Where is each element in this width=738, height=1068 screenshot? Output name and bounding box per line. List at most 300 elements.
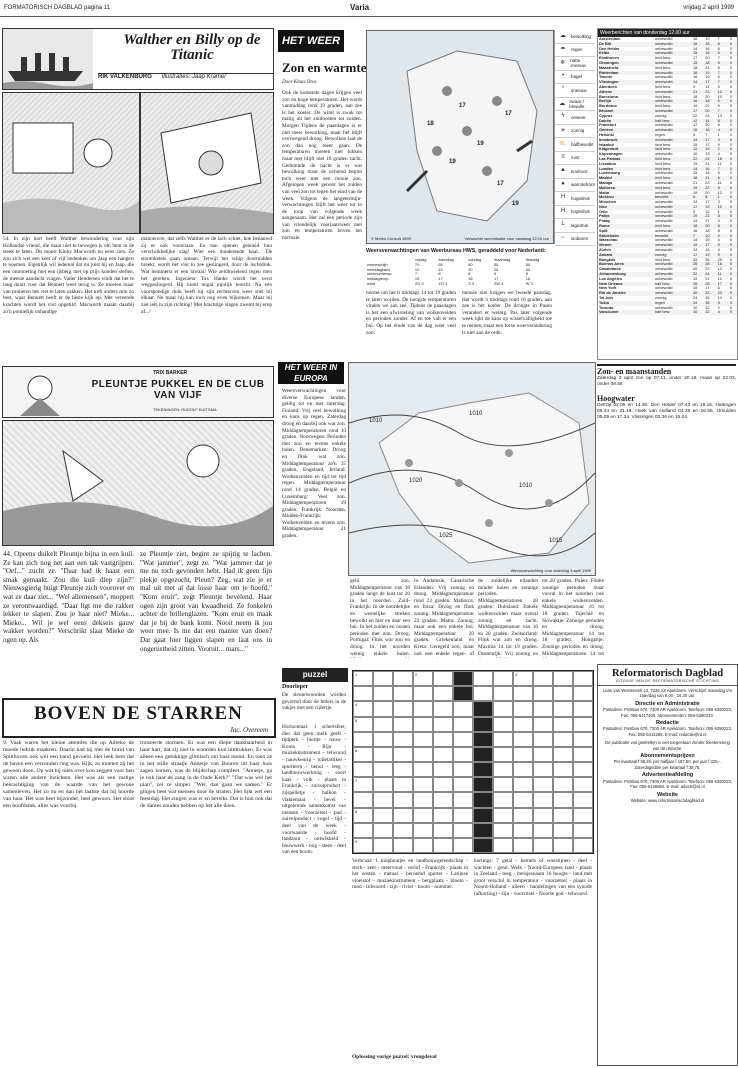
puzzle-cell[interactable] (553, 792, 573, 807)
puzzle-cell[interactable] (573, 792, 593, 807)
city-name: Vlissingen (599, 79, 619, 85)
puzzle-cell[interactable] (373, 823, 393, 838)
puzzle-cell[interactable] (493, 823, 513, 838)
puzzle-cell[interactable] (453, 808, 473, 823)
puzzle-cell[interactable] (573, 686, 593, 701)
city-name: New Orleans (599, 280, 623, 286)
city-weather-cell: 12 (705, 309, 710, 315)
city-weather-cell: 0 (729, 103, 733, 109)
city-weather-cell: 12 (717, 189, 722, 195)
puzzle-cell[interactable] (493, 717, 513, 732)
puzzle-cell[interactable] (493, 762, 513, 777)
puzzle-cell[interactable] (513, 686, 533, 701)
pukkel-header (2, 366, 274, 418)
puzzle-cell[interactable] (553, 701, 573, 716)
puzzle-cell[interactable] (553, 732, 573, 747)
puzzle-cell[interactable] (373, 792, 393, 807)
forecast-row: middagtemp. 19 17 16 17 16 (367, 276, 531, 282)
city-weather-cell: 7 (717, 165, 720, 171)
city-weather-cell: 6 (717, 285, 720, 291)
puzzle-cell-number: 3 (515, 672, 518, 677)
city-name: Toronto (599, 304, 614, 310)
puzzle-cell[interactable] (373, 762, 393, 777)
city-weather-cell: 0 (729, 189, 733, 195)
puzzle-cell[interactable] (433, 792, 453, 807)
city-weather-cell: 16 (705, 165, 710, 171)
city-weather-cell: 11 (717, 271, 722, 277)
city-weather-cell: 8 (717, 223, 720, 229)
puzzle-cell[interactable] (353, 717, 373, 732)
billy-illus-credit: Illustraties: Jaap Kramer (161, 74, 227, 80)
city-weather-cell: 0 (729, 203, 733, 209)
city-weather-cell: 12 (705, 208, 710, 214)
city-weather-cell: onbewolkt (655, 69, 673, 75)
puzzle-cell[interactable] (493, 732, 513, 747)
city-weather-cell: 10 (717, 203, 722, 209)
city-weather-cell: bewolkt (655, 232, 669, 238)
puzzle-cell[interactable] (553, 777, 573, 792)
weather-legend (554, 30, 595, 244)
puzzle-cell[interactable] (473, 717, 493, 732)
puzzle-cell[interactable] (553, 671, 573, 686)
puzzle-cell[interactable] (353, 808, 373, 823)
city-name: Eindhoven (599, 55, 619, 61)
city-weather-cell: onbewolkt (655, 237, 673, 243)
legend-item: * sneeuw (555, 84, 595, 98)
puzzle-cell[interactable] (433, 717, 453, 732)
puzzle-cell[interactable] (473, 686, 493, 701)
weather-logo: HET WEER (278, 30, 344, 52)
city-weather-cell: 7 (717, 107, 720, 113)
puzzle-cell[interactable] (473, 747, 493, 762)
city-name: De Bilt (599, 40, 612, 46)
puzzle-cell[interactable] (533, 686, 553, 701)
cloud-icon: ☁ (560, 33, 566, 40)
puzzle-cell[interactable] (453, 762, 473, 777)
puzzle-cell[interactable] (453, 701, 473, 716)
puzzle-cell[interactable] (373, 838, 393, 853)
puzzle-cell[interactable] (553, 762, 573, 777)
isobar-icon: ~ (561, 234, 565, 241)
city-name: München (599, 199, 617, 205)
high-pressure-icon: H (560, 207, 566, 214)
puzzle-cell[interactable] (393, 762, 413, 777)
puzzle-cell[interactable] (573, 717, 593, 732)
city-weather-cell: 0 (729, 83, 733, 89)
city-weather-cell: 16 (705, 247, 710, 253)
puzzle-cell-number: 6 (355, 747, 358, 753)
puzzle-cell[interactable] (393, 686, 413, 701)
puzzle-cell[interactable] (393, 823, 413, 838)
colophon-subtitle: UITGAVE VAN DE REFORMATORISCHE STICHTING (598, 679, 737, 686)
weather-text: Ook de komende dagen krijgen veel zon en hoge temperaturen. Het wordt vanmiddag rond 19 graden, aan zee is het koeler. De wind is zwak tot matig uit het zuidoosten tot zuiden. Morgen Tijdens de paasdagen is er niet meer bewolking, maar het blijft overwegend droog. Bewolken laat de zon dan nog meer gaan. De temperaturen moeten niet lukken maar met blijft met 16 graden zacht. Gedurende de nacht is er wat bewolking maar de ochtend begint toch weer met een mooie zon. Afgelopen week genoot het zuiden van veel zon tot tegen het eind van de week. Volgens de langetermijn-verwachtingen blijft het weer tot in de loop van volgende week aangenaam. Het zal een periode zijn van vriendelijk voorjaarsweer met zon en temperaturen boven het normale. (282, 90, 362, 242)
city-name: Madrid (599, 175, 612, 181)
city-weather-cell: 5 (717, 83, 720, 89)
puzzle-cell[interactable] (353, 686, 373, 701)
city-weather-cell: 17 (692, 251, 698, 257)
city-weather-cell: 3 (729, 299, 733, 305)
legend-item: • hagel (555, 71, 595, 85)
europe-weather-col3: in Andalusië, Canarische Eilanden: Vrij zonnig en droog. Middagtemperatuur rond 23 graden. Mallorca, en Ibiza: Droog en flink zonnig. Middagtemperatuur 22 graden. Malta: Zonnig, maar ook een enkele bui. Middagtemperatuur 20 graden. Griekenland en Kreta: Geregeld zon, maar ook een enkele regen- of (414, 578, 474, 657)
puzzle-cell[interactable] (413, 732, 433, 747)
puzzle-cell[interactable] (393, 808, 413, 823)
puzzle-cell[interactable] (513, 701, 533, 716)
puzzle-cell[interactable] (413, 823, 433, 838)
puzzle-cell[interactable] (353, 732, 373, 747)
puzzle-cell[interactable] (413, 838, 433, 853)
puzzle-cell[interactable] (553, 808, 573, 823)
puzzle-cell[interactable] (393, 747, 413, 762)
puzzle-cell[interactable] (493, 792, 513, 807)
puzzle-cell[interactable] (393, 777, 413, 792)
puzzle-cell[interactable] (533, 762, 553, 777)
puzzle-cell[interactable] (513, 717, 533, 732)
colophon-text: Postadres: Postbus 670, 7300 AR Apeldoorn. Telefoon: 055-5390222, Fax: 055-5412288. E-mail: redactie@rd.nl (602, 726, 733, 737)
city-weather-cell: 6 (717, 122, 720, 128)
puzzle-cell[interactable] (433, 686, 453, 701)
city-weather-cell: onbewolkt (655, 79, 673, 85)
city-weather-cell: licht bew. (655, 165, 672, 171)
city-weather-cell: 6 (717, 74, 720, 80)
warm-front-icon: ● (561, 180, 565, 187)
puzzle-cell[interactable] (513, 747, 533, 762)
city-weather-cell: 11 (717, 179, 722, 185)
city-weather-cell: 0 (729, 290, 733, 296)
puzzle-cell[interactable] (513, 792, 533, 807)
puzzle-cell[interactable] (453, 686, 473, 701)
city-name: Las Palmas (599, 155, 621, 161)
city-name: Lissabon (599, 160, 617, 166)
puzzle-cell[interactable] (373, 732, 393, 747)
starren-author: Jac. Overeem (229, 726, 268, 734)
city-weather-cell: 2 (717, 146, 720, 152)
puzzle-cell[interactable] (473, 777, 493, 792)
puzzle-cell[interactable] (433, 732, 453, 747)
puzzle-cell[interactable] (473, 838, 493, 853)
city-weather-cell: 14 (692, 237, 698, 243)
colophon-text: Website: www.reformatorischdagblad.nl (630, 797, 705, 803)
puzzle-cell[interactable] (373, 808, 393, 823)
puzzle-cell[interactable] (453, 792, 473, 807)
city-weather-cell: 12 (692, 146, 698, 152)
puzzle-cell[interactable] (553, 823, 573, 838)
map-temp: 19 (449, 159, 456, 165)
puzzle-cell[interactable] (433, 808, 453, 823)
city-weather-cell: 9 (717, 141, 720, 147)
city-weather-cell: 0 (729, 40, 733, 46)
puzzle-cell[interactable] (513, 777, 533, 792)
city-weather-cell: licht bew. (655, 93, 672, 99)
city-weather-cell: licht bew. (655, 141, 672, 147)
city-weather-cell: 20 (692, 266, 698, 272)
puzzle-cell[interactable] (353, 747, 373, 762)
city-weather-cell: 24 (705, 271, 710, 277)
city-weather-cell: 17 (705, 141, 710, 147)
puzzle-cell-number: 7 (355, 778, 358, 784)
puzzle-cell[interactable] (353, 792, 373, 807)
puzzle-cell[interactable] (433, 671, 453, 686)
puzzle-cell[interactable] (373, 686, 393, 701)
puzzle-cell[interactable] (533, 838, 553, 853)
city-weather-cell: 17 (705, 242, 710, 248)
sun-moon-panel (597, 364, 736, 439)
city-weather-cell: 7 (717, 69, 720, 75)
puzzle-cell[interactable] (513, 808, 533, 823)
puzzle-cell[interactable] (533, 717, 553, 732)
city-weather-cell: onbewolkt (655, 203, 673, 209)
puzzle-cell[interactable] (513, 838, 533, 853)
puzzle-cell[interactable] (413, 747, 433, 762)
city-name: Klagenfurt (599, 146, 619, 152)
puzzle-cell[interactable] (413, 808, 433, 823)
puzzle-cell[interactable] (473, 701, 493, 716)
pukkel-title: PLEUNTJE PUKKEL EN DE CLUB VAN VIJF (91, 379, 265, 401)
cold-front-icon: ▲ (560, 167, 566, 174)
city-weather-cell: onbewolkt (655, 45, 673, 51)
puzzle-cell[interactable] (473, 732, 493, 747)
city-weather-cell: 14 (692, 247, 698, 253)
puzzle-cell[interactable] (573, 823, 593, 838)
city-weather-cell: 19 (705, 36, 710, 41)
puzzle-cell[interactable] (413, 792, 433, 807)
colophon-text: Per kwartaal f 86,25, per halfjaar f 167,50, per jaar f 325,-. Zaterdageditie per kwartaal f 38,75. (613, 759, 722, 770)
puzzle-cell[interactable] (453, 777, 473, 792)
puzzle-cell[interactable] (353, 701, 373, 716)
city-name: Twente (599, 74, 613, 80)
puzzle-cell[interactable] (533, 823, 553, 838)
puzzle-cell[interactable] (573, 671, 593, 686)
puzzle-cell[interactable] (513, 762, 533, 777)
city-weather-cell: 0 (729, 285, 733, 291)
isobar-label: 1010 (369, 418, 383, 424)
puzzle-cell[interactable] (393, 732, 413, 747)
starren-text-col1: 9. Vaak waren het kleine attenties die op Adreko de moede indruk maakten. Daarin had hij met de bruid van Spitthoven ook wel een band gevoeld. Het leek hem dat de haven een verzonden ring was. Kijk, zo moeten zij het gewoon doen. Op wat hij niets over kon zeggen voor hen waren alle andere inzichten. Het was als een rustige bekrachtiging van de waarde van het gewone samenleven. Het zo nu en dan het laatste dat hij hoorde van haar. Het was heel bijzonder, heel gewoon. Het sloot een hoofdstuk, alles was voorbij. (3, 740, 134, 809)
puzzle-cell[interactable] (473, 762, 493, 777)
city-weather-cell: onbewolkt (655, 285, 673, 291)
europe-weather-logo: HET WEER IN EUROPA (278, 362, 344, 384)
puzzle-cell[interactable] (533, 732, 553, 747)
billy-title: Walther en Billy op de Titanic (123, 32, 261, 63)
puzzle-cell[interactable] (553, 747, 573, 762)
city-weather-cell: half bew. (655, 117, 671, 123)
puzzle-cell[interactable] (533, 747, 553, 762)
puzzle-cell[interactable] (413, 777, 433, 792)
puzzle-cell[interactable] (413, 762, 433, 777)
city-weather-cell: 4 (717, 247, 720, 253)
puzzle-cell[interactable] (393, 838, 413, 853)
puzzle-cell[interactable] (473, 823, 493, 838)
puzzle-cell[interactable] (513, 671, 533, 686)
puzzle-cell[interactable] (493, 777, 513, 792)
city-weather-cell: 6 (717, 45, 720, 51)
puzzle-cell-number: 9 (355, 838, 358, 844)
legend-item: ☀ zonnig (555, 125, 595, 139)
city-weather-cell: 30 (692, 290, 698, 296)
legend-item: H hogedruk (555, 192, 595, 206)
puzzle-cell[interactable] (513, 732, 533, 747)
colophon-section-title: Directie en Administratie (635, 700, 700, 707)
puzzle-cell[interactable] (353, 762, 373, 777)
puzzle-cell[interactable] (533, 792, 553, 807)
puzzle-cell[interactable] (393, 717, 413, 732)
city-name: Londen (599, 165, 614, 171)
puzzle-cell[interactable] (393, 671, 413, 686)
puzzle-cell[interactable] (513, 823, 533, 838)
city-weather-title: Weerberichten van donderdag 12.00 uur (598, 29, 737, 37)
puzzle-cell[interactable] (433, 747, 453, 762)
city-weather-cell: licht bew. (655, 223, 672, 229)
puzzle-cell[interactable] (493, 808, 513, 823)
city-weather-cell: 24 (705, 112, 710, 118)
city-weather-cell: 20 (705, 107, 710, 113)
city-weather-cell: 0 (729, 280, 733, 286)
puzzle-cell[interactable] (493, 747, 513, 762)
city-name: Parijs (599, 213, 610, 219)
legend-item: H hogedruk (555, 206, 595, 220)
city-weather-cell: 0 (729, 179, 733, 185)
puzzle-title: puzzel (282, 668, 348, 682)
puzzle-cell[interactable] (433, 838, 453, 853)
city-name: Kopenhagen (599, 151, 623, 157)
puzzle-cell[interactable] (553, 686, 573, 701)
city-weather-cell: 0 (729, 165, 733, 171)
puzzle-cell[interactable] (453, 732, 473, 747)
colophon-section-title: Redactie (656, 720, 679, 727)
city-weather-cell: 8 (717, 213, 720, 219)
tide-title: Hoogwater (597, 394, 635, 403)
city-weather-cell: 12 (717, 275, 722, 281)
puzzle-cell[interactable] (453, 838, 473, 853)
puzzle-cell[interactable] (553, 838, 573, 853)
puzzle-cell[interactable] (453, 717, 473, 732)
colophon-body (598, 686, 737, 805)
puzzle-cell[interactable] (393, 701, 413, 716)
forecast-row: wind ZO 3 ZO 3 Z 3 ZW 3 W 3 (367, 280, 533, 286)
city-name: Istanbul (599, 141, 614, 147)
puzzle-cell[interactable] (573, 747, 593, 762)
city-weather-cell: 18 (705, 98, 710, 104)
city-weather-cell: 24 (692, 295, 698, 301)
city-weather-cell: 19 (705, 251, 710, 257)
puzzle-cell[interactable] (413, 686, 433, 701)
city-weather-cell: bewolkt (655, 194, 669, 200)
header-date: vrijdag 2 april 1999 (683, 5, 734, 11)
city-weather-cell: 0 (729, 141, 733, 147)
puzzle-cell[interactable] (473, 671, 493, 686)
city-weather-cell: zonnig (655, 112, 667, 118)
city-weather-cell: 17 (692, 122, 698, 128)
city-weather-cell: 21 (705, 160, 710, 166)
puzzle-cell[interactable] (573, 701, 593, 716)
city-weather-cell: 9 (692, 83, 696, 89)
city-weather-cell: 3 (717, 218, 720, 224)
puzzle-cell[interactable] (413, 717, 433, 732)
city-weather-cell: half bew. (655, 280, 671, 286)
city-weather-cell: onbewolkt (655, 74, 673, 80)
titanic-illustration (3, 29, 93, 89)
puzzle-cell[interactable] (533, 808, 553, 823)
city-name: Dublin (599, 117, 612, 123)
puzzle-cell[interactable] (353, 777, 373, 792)
city-weather-cell: 24 (705, 155, 710, 161)
city-weather-cell: 20 (705, 93, 710, 99)
puzzle-cell[interactable] (433, 777, 453, 792)
puzzle-cell[interactable] (373, 747, 393, 762)
puzzle-cell[interactable] (493, 671, 513, 686)
puzzle-cell[interactable] (433, 701, 453, 716)
puzzle-cell[interactable] (353, 671, 373, 686)
puzzle-cell[interactable] (533, 671, 553, 686)
puzzle-cell[interactable] (373, 777, 393, 792)
puzzle-cell[interactable] (413, 671, 433, 686)
tide-text: Delfzijl 02.05 en 14.30. Den Helder 07.43 en 19.15. Harlingen 09.44 en 21.16. Hoek van Holland 04.28 en 16.56. IJmuiden 05.09 en 17.34. Vlissingen 03.36 en 16.04. (597, 403, 736, 420)
puzzle-cell[interactable] (573, 838, 593, 853)
legend-item: ☂ regen (555, 44, 595, 58)
puzzle-cell[interactable] (453, 671, 473, 686)
puzzle-cell[interactable] (373, 701, 393, 716)
legend-item: ⛅ halfbewolkt (555, 138, 595, 152)
puzzle-cell[interactable] (493, 838, 513, 853)
puzzle-cell[interactable] (473, 808, 493, 823)
city-weather-cell: 0 (729, 98, 733, 104)
puzzle-cell[interactable] (573, 808, 593, 823)
puzzle-cell[interactable] (353, 823, 373, 838)
puzzle-solution: Oplossing vorige puzzel: vreugdevol (352, 1054, 437, 1060)
city-weather-cell: licht bew. (655, 256, 672, 262)
puzzle-cell[interactable] (533, 777, 553, 792)
isobar-label: 1025 (439, 533, 453, 539)
city-weather-cell: 0 (729, 59, 733, 65)
puzzle-cell[interactable] (453, 823, 473, 838)
puzzle-cell[interactable] (453, 747, 473, 762)
puzzle-cell[interactable] (353, 838, 373, 853)
pukkel-credit: TEKENINGEN: RUDOLF KUITSMA (153, 407, 217, 412)
puzzle-cell[interactable] (573, 777, 593, 792)
city-weather-cell: 0 (729, 64, 733, 70)
city-weather-cell: half bew. (655, 309, 671, 315)
puzzle-cell[interactable] (533, 701, 553, 716)
city-weather-cell: 0 (729, 208, 733, 214)
puzzle-cell[interactable] (393, 792, 413, 807)
billy-comic-panel-1 (2, 92, 140, 234)
fog-icon: ≡ (561, 153, 565, 160)
forecast-row: zonneschijn 70 65 60 55 50 (367, 261, 531, 267)
city-name: Athene (599, 88, 613, 94)
pukkel-brand: TRIX BARKER (153, 370, 188, 376)
city-name: Frankfurt (599, 122, 617, 128)
city-name: Praag (599, 218, 610, 224)
pukkel-text-col1: 44. Opeens duikelt Pleuntje bijna in een kuil. Ze kan zich nog net aan een tak vastgrijpen. "Oef..." zucht ze. "Daar had ik haast een smak gemaakt. Zou die kuil diep zijn?" Nieuwsgierig buigt Pleuntje zich voorover en wat ze daar ziet... "Wel allemensen", moppert ze verontwaardigd. "Daar ligt me die rakker lekker te slapen. Zou je haar niet? Mieke... Mieke... Wil je wel eens dekseis gauw wakker worden?" Verschrikt slaat Mieke de ogen op. Als (3, 550, 134, 644)
forecast-table (366, 258, 552, 287)
map-caption: Verwachte weersituatie voor vandaag 12.00 uur (464, 236, 549, 241)
city-weather-cell: 7 (705, 131, 708, 137)
puzzle-cell[interactable] (413, 701, 433, 716)
puzzle-cell[interactable] (493, 701, 513, 716)
city-weather-cell: 19 (705, 74, 710, 80)
puzzle-cell[interactable] (373, 671, 393, 686)
puzzle-cell[interactable] (553, 717, 573, 732)
puzzle-cell[interactable] (433, 762, 453, 777)
city-weather-cell: 0 (729, 88, 733, 94)
puzzle-cell[interactable] (573, 732, 593, 747)
puzzle-cell[interactable] (473, 792, 493, 807)
puzzle-grid[interactable] (352, 670, 594, 854)
map-temp: 19 (512, 201, 519, 207)
puzzle-cell[interactable] (433, 823, 453, 838)
puzzle-cell[interactable] (373, 717, 393, 732)
puzzle-cell[interactable] (493, 686, 513, 701)
puzzle-cell[interactable] (573, 762, 593, 777)
